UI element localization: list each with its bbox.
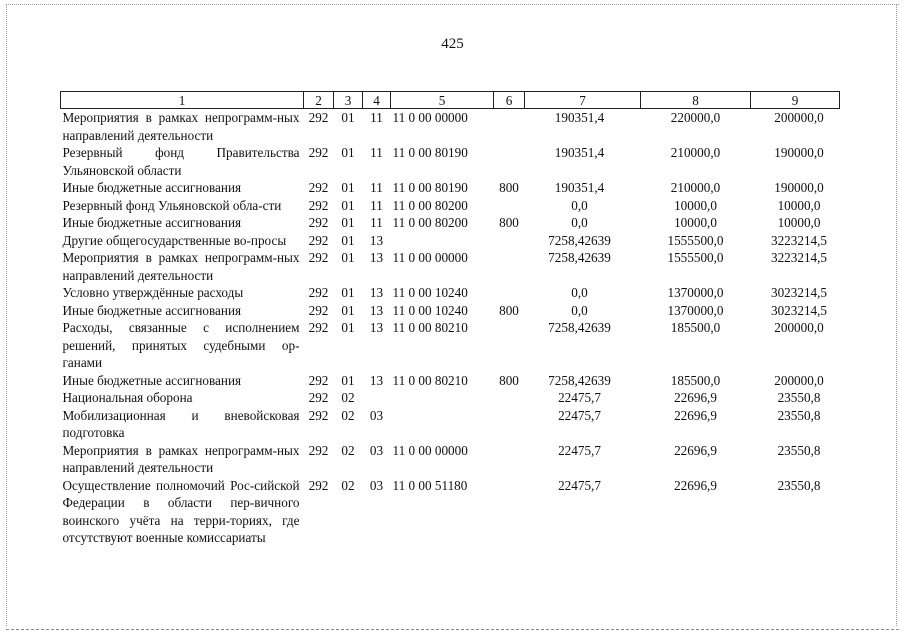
row-amount-col8: 22696,9 (674, 407, 717, 423)
row-amount-col7: 190351,4 (554, 145, 605, 160)
row-expense-type (494, 477, 525, 547)
row-subsection: 13 (369, 250, 384, 265)
row-target-article: 11 0 00 00000 (392, 110, 468, 125)
row-amount-col9: 200000,0 (774, 320, 824, 335)
row-section: 01 (341, 232, 355, 248)
row-expense-type: 800 (499, 215, 519, 230)
row-amount-col7: 7258,42639 (548, 320, 611, 335)
row-subsection: 13 (369, 302, 384, 318)
row-name: Резервный фонд Правительства Ульяновской области (62, 145, 300, 178)
row-subsection: 11 (370, 180, 383, 195)
table-row (61, 179, 840, 197)
row-subsection: 11 (370, 110, 383, 125)
row-name: Расходы, связанные с исполнением решений, принятых судебными ор-ганами (62, 320, 300, 370)
row-subsection: 11 (370, 215, 383, 230)
row-amount-col9: 3223214,5 (770, 250, 828, 265)
row-amount-col8: 185500,0 (670, 372, 721, 388)
row-amount-col7: 0,0 (571, 302, 588, 318)
table-row (61, 144, 840, 179)
row-name: Условно утверждённые расходы (62, 285, 244, 300)
row-amount-col7: 22475,7 (558, 407, 601, 423)
row-admin-code: 292 (308, 110, 329, 125)
row-amount-col7: 7258,42639 (548, 250, 611, 265)
row-name: Мероприятия в рамках непрограмм-ных направлений деятельности (62, 110, 300, 143)
row-amount-col7: 22475,7 (558, 477, 601, 493)
row-section: 01 (341, 285, 355, 300)
row-amount-col9: 200000,0 (774, 372, 824, 388)
row-amount-col8: 1555500,0 (667, 250, 724, 265)
row-target-article: 11 0 00 80210 (392, 320, 468, 335)
row-admin-code: 292 (308, 145, 329, 160)
row-amount-col9: 23550,8 (777, 442, 821, 458)
row-amount-col7: 22475,7 (558, 390, 601, 405)
row-expense-type (494, 109, 525, 145)
row-target-article (391, 407, 494, 442)
row-amount-col9: 23550,8 (777, 407, 821, 423)
row-amount-col9: 3223214,5 (770, 232, 828, 248)
row-section: 02 (341, 390, 355, 405)
row-expense-type: 800 (499, 302, 519, 318)
row-section: 02 (341, 407, 355, 423)
row-expense-type (494, 197, 525, 215)
row-amount-col9: 10000,0 (777, 197, 821, 213)
row-name: Мероприятия в рамках непрограмм-ных направлений деятельности (62, 442, 300, 475)
row-amount-col7: 0,0 (571, 215, 588, 230)
header-cell: 1 (61, 92, 304, 109)
row-amount-col9: 190000,0 (774, 145, 824, 160)
row-expense-type: 800 (499, 372, 519, 388)
row-name: Мобилизационная и вневойсковая подготовка (62, 407, 300, 440)
row-amount-col9: 200000,0 (774, 110, 824, 125)
header-cell: 4 (363, 92, 391, 109)
row-expense-type (494, 319, 525, 372)
row-name: Другие общегосударственные во-просы (62, 232, 287, 248)
table-header-row (61, 92, 840, 109)
row-section: 01 (341, 197, 355, 213)
header-cell: 7 (525, 92, 641, 109)
row-amount-col8: 10000,0 (674, 197, 717, 213)
row-target-article: 11 0 00 51180 (392, 477, 468, 493)
row-section: 01 (341, 110, 355, 125)
row-target-article: 11 0 00 80190 (392, 180, 468, 195)
row-expense-type (494, 442, 525, 477)
row-admin-code: 292 (308, 180, 329, 195)
row-name: Иные бюджетные ассигнования (62, 215, 242, 230)
row-target-article: 11 0 00 00000 (392, 442, 468, 458)
row-name: Иные бюджетные ассигнования (62, 372, 242, 388)
row-admin-code: 292 (308, 390, 329, 405)
page-border-left (6, 4, 7, 626)
table-row (61, 214, 840, 232)
row-expense-type (494, 284, 525, 302)
table-row (61, 372, 840, 390)
row-name: Иные бюджетные ассигнования (62, 180, 242, 195)
row-expense-type (494, 249, 525, 284)
table-row (61, 319, 840, 372)
row-amount-col9: 23550,8 (777, 477, 821, 493)
row-section: 01 (341, 302, 355, 318)
row-section: 01 (341, 180, 355, 195)
row-amount-col9: 10000,0 (777, 215, 821, 230)
row-amount-col9: 190000,0 (774, 180, 824, 195)
row-name: Иные бюджетные ассигнования (62, 302, 242, 318)
row-section: 02 (341, 477, 355, 493)
row-target-article: 11 0 00 10240 (392, 302, 468, 318)
row-name: Осуществление полномочий Рос-сийской Федерации в области пер-вичного воинского учёта на терри-ториях, где отсутствуют военные комиссариаты (62, 477, 300, 545)
row-amount-col8: 1555500,0 (667, 232, 724, 248)
row-target-article: 11 0 00 80210 (392, 372, 468, 388)
row-amount-col9: 3023214,5 (770, 302, 828, 318)
row-target-article (391, 389, 494, 407)
row-admin-code: 292 (308, 372, 329, 388)
row-name: Национальная оборона (62, 390, 193, 405)
row-subsection: 03 (369, 407, 384, 423)
table-row (61, 249, 840, 284)
row-amount-col8: 1370000,0 (667, 302, 724, 318)
row-amount-col9: 3023214,5 (770, 285, 828, 300)
row-target-article: 11 0 00 80190 (392, 145, 468, 160)
page-border-top (6, 4, 899, 5)
row-subsection: 13 (369, 320, 384, 335)
row-amount-col9: 23550,8 (777, 390, 821, 405)
row-amount-col7: 7258,42639 (548, 232, 611, 248)
table-row (61, 442, 840, 477)
header-cell: 3 (334, 92, 363, 109)
row-subsection: 13 (369, 232, 384, 248)
row-amount-col7: 22475,7 (558, 442, 601, 458)
row-subsection: 11 (370, 197, 383, 213)
row-admin-code: 292 (308, 197, 329, 213)
page-border-bottom (6, 629, 899, 630)
row-section: 02 (341, 442, 355, 458)
row-admin-code: 292 (308, 442, 329, 458)
row-name: Мероприятия в рамках непрограмм-ных направлений деятельности (62, 250, 300, 283)
row-name: Резервный фонд Ульяновской обла-сти (62, 197, 282, 213)
page-number: 425 (441, 36, 464, 52)
row-expense-type (494, 389, 525, 407)
row-amount-col7: 0,0 (571, 285, 588, 300)
table-row (61, 389, 840, 407)
header-cell: 9 (751, 92, 840, 109)
header-cell: 5 (391, 92, 494, 109)
row-amount-col8: 22696,9 (674, 442, 717, 458)
row-admin-code: 292 (308, 477, 329, 493)
row-admin-code: 292 (308, 320, 329, 335)
row-admin-code: 292 (308, 407, 329, 423)
row-amount-col7: 190351,4 (554, 180, 605, 195)
table-row (61, 197, 840, 215)
header-cell: 6 (494, 92, 525, 109)
table-row (61, 232, 840, 250)
row-amount-col8: 185500,0 (670, 320, 721, 335)
row-target-article: 11 0 00 10240 (392, 285, 468, 300)
row-subsection (363, 389, 391, 407)
row-admin-code: 292 (308, 215, 329, 230)
row-subsection: 03 (369, 477, 384, 493)
row-expense-type (494, 407, 525, 442)
page-border-right (896, 4, 897, 626)
row-expense-type (494, 232, 525, 250)
header-cell: 8 (641, 92, 751, 109)
row-amount-col8: 210000,0 (670, 145, 721, 160)
table-row (61, 407, 840, 442)
row-amount-col8: 220000,0 (670, 110, 721, 125)
row-expense-type: 800 (499, 180, 519, 195)
table-row (61, 284, 840, 302)
row-subsection: 03 (369, 442, 384, 458)
row-amount-col7: 7258,42639 (548, 372, 611, 388)
budget-table (60, 91, 840, 547)
row-amount-col7: 190351,4 (554, 110, 605, 125)
row-target-article (391, 232, 494, 250)
table-row (61, 477, 840, 547)
row-amount-col8: 10000,0 (674, 215, 717, 230)
table-row (61, 302, 840, 320)
row-section: 01 (341, 320, 355, 335)
row-admin-code: 292 (308, 250, 329, 265)
row-section: 01 (341, 145, 355, 160)
row-section: 01 (341, 372, 355, 388)
row-admin-code: 292 (308, 302, 329, 318)
row-section: 01 (341, 250, 355, 265)
row-admin-code: 292 (308, 285, 329, 300)
row-amount-col8: 22696,9 (674, 477, 717, 493)
row-admin-code: 292 (308, 232, 329, 248)
table-row (61, 109, 840, 145)
row-subsection: 13 (369, 372, 384, 388)
row-amount-col8: 210000,0 (670, 180, 721, 195)
row-section: 01 (341, 215, 355, 230)
row-target-article: 11 0 00 80200 (392, 215, 468, 230)
row-subsection: 11 (370, 145, 383, 160)
row-subsection: 13 (369, 285, 384, 300)
row-amount-col7: 0,0 (571, 197, 588, 213)
row-amount-col8: 22696,9 (674, 390, 717, 405)
header-cell: 2 (304, 92, 334, 109)
row-expense-type (494, 144, 525, 179)
row-target-article: 11 0 00 80200 (392, 197, 468, 213)
row-target-article: 11 0 00 00000 (392, 250, 468, 265)
row-amount-col8: 1370000,0 (667, 285, 724, 300)
